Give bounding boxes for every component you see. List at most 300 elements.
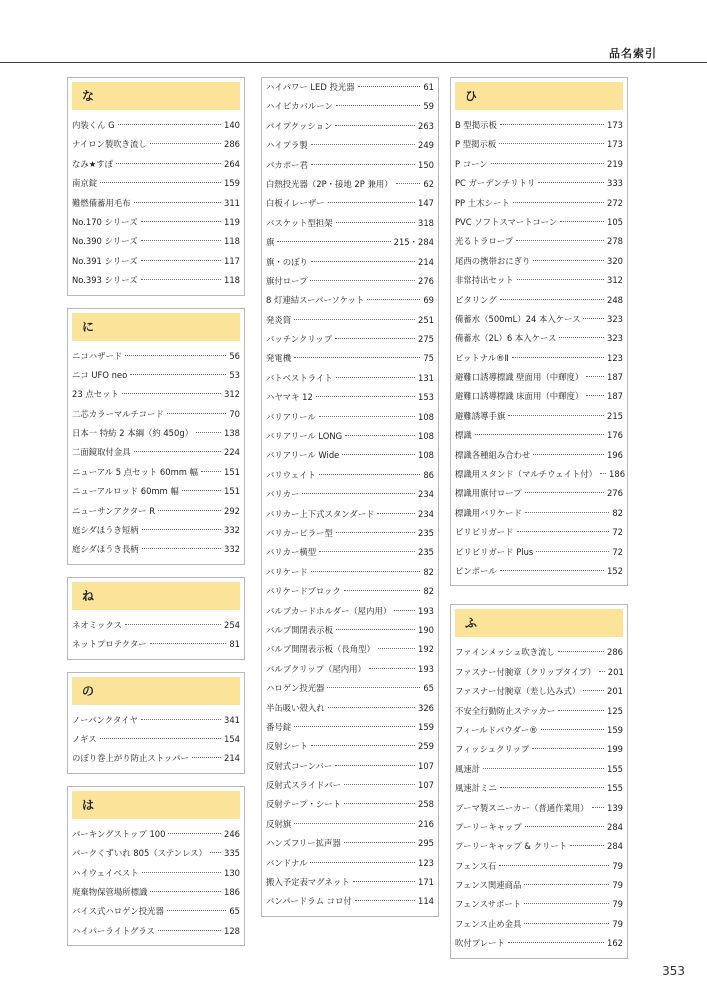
entry-name: ビリビリガード xyxy=(455,527,514,538)
section-heading: な xyxy=(72,82,240,110)
index-entry xyxy=(72,194,240,213)
dot-leader xyxy=(344,590,421,591)
entry-page: 152 xyxy=(607,565,623,576)
index-entry xyxy=(266,194,434,213)
index-entry xyxy=(455,837,623,856)
dot-leader xyxy=(500,299,604,300)
entry-name: バリケード xyxy=(266,566,308,577)
index-section xyxy=(67,672,245,774)
dot-leader xyxy=(116,163,221,164)
entry-name: 反射式コーンバー xyxy=(266,760,333,771)
entry-page: 155 xyxy=(607,783,623,794)
entry-page: 264 xyxy=(224,158,240,169)
dot-leader xyxy=(525,512,609,513)
entry-page: 186 xyxy=(609,469,626,480)
entry-name: ファスナー付腕章（クリップタイプ） xyxy=(455,666,596,677)
entry-name: ピタリング xyxy=(455,294,497,305)
entry-name: 吹付プレート xyxy=(455,938,505,949)
dot-leader xyxy=(525,826,604,827)
entry-page: 82 xyxy=(612,507,623,518)
index-entry xyxy=(72,232,240,251)
index-entry xyxy=(266,175,434,194)
entry-name: パークくずいれ 805（ステンレス） xyxy=(72,848,207,859)
index-entry xyxy=(72,155,240,174)
entry-page: 173 xyxy=(607,139,623,150)
index-entry xyxy=(266,543,434,562)
index-entry xyxy=(266,330,434,349)
entry-name: 旗付ロープ xyxy=(266,275,308,286)
entry-page: 153 xyxy=(418,392,434,403)
dot-leader xyxy=(396,183,421,184)
entry-name: No.393 シリーズ xyxy=(72,275,138,286)
index-entry xyxy=(455,915,623,934)
dot-leader xyxy=(517,279,604,280)
dot-leader xyxy=(277,241,390,242)
dot-leader xyxy=(196,432,221,433)
index-entry xyxy=(455,213,623,232)
entry-page: 199 xyxy=(607,744,623,755)
entry-name: ノーパンクタイヤ xyxy=(72,714,138,725)
dot-leader xyxy=(150,891,221,892)
index-entry xyxy=(455,562,623,581)
entry-name: ブーマ製スニーカー（普通作業用） xyxy=(455,802,589,813)
entry-page: 118 xyxy=(224,275,240,286)
entry-name: バンドナル xyxy=(266,857,308,868)
index-entry xyxy=(455,760,623,779)
entry-page: 332 xyxy=(224,525,240,536)
dot-leader xyxy=(513,202,604,203)
index-section xyxy=(67,308,245,565)
entry-name: フェンス石 xyxy=(455,860,497,871)
index-entry xyxy=(266,854,434,873)
entry-name: のぼり巻上がり防止ストッパー xyxy=(72,753,189,764)
entry-page: 118 xyxy=(224,236,240,247)
entry-name: なみ★すぽ xyxy=(72,158,114,169)
index-entry xyxy=(455,934,623,953)
entry-page: 332 xyxy=(224,544,240,555)
dot-leader xyxy=(508,415,604,416)
dot-leader xyxy=(483,768,604,769)
page-number: 353 xyxy=(662,964,685,978)
index-entry xyxy=(455,407,623,426)
index-entry xyxy=(72,540,240,559)
dot-leader xyxy=(319,416,415,417)
entry-page: 284 xyxy=(607,841,623,852)
dot-leader xyxy=(125,355,226,356)
index-entry xyxy=(266,524,434,543)
entry-name: バリカーピラー型 xyxy=(266,527,333,538)
dot-leader xyxy=(142,548,221,549)
entry-name: パカポー君 xyxy=(266,159,308,170)
entry-page: 286 xyxy=(607,647,623,658)
index-section xyxy=(67,786,245,946)
entry-page: 215・284 xyxy=(393,237,434,248)
dot-leader xyxy=(201,471,221,472)
index-entry xyxy=(455,291,623,310)
entry-name: ニコハザード xyxy=(72,350,123,361)
index-entry xyxy=(455,895,623,914)
dot-leader xyxy=(335,125,415,126)
entry-name: No.391 シリーズ xyxy=(72,255,138,266)
index-entry xyxy=(72,135,240,154)
index-entry xyxy=(455,174,623,193)
dot-leader xyxy=(536,551,609,552)
entry-name: ハイウェイベスト xyxy=(72,867,139,878)
entry-page: 65 xyxy=(423,683,434,694)
entry-name: 番号錠 xyxy=(266,721,292,732)
index-entry xyxy=(455,310,623,329)
index-entry xyxy=(72,482,240,501)
entry-page: 320 xyxy=(607,255,623,266)
entry-name: バスケット型担架 xyxy=(266,217,333,228)
index-entry xyxy=(266,505,434,524)
dot-leader xyxy=(192,757,221,758)
entry-page: 151 xyxy=(224,486,240,497)
dot-leader xyxy=(378,648,415,649)
entry-name: ハンズフリー拡声器 xyxy=(266,838,341,849)
entry-name: 庭シダほうき短柄 xyxy=(72,525,139,536)
dot-leader xyxy=(558,710,604,711)
index-entry xyxy=(72,463,240,482)
dot-leader xyxy=(524,923,609,924)
entry-page: 159 xyxy=(224,178,240,189)
dot-leader xyxy=(583,690,604,691)
entry-name: 標識用旗付ロープ xyxy=(455,488,522,499)
entry-page: 234 xyxy=(418,508,434,519)
entry-name: 不安全行動防止ステッカー xyxy=(455,705,556,716)
index-entry xyxy=(72,116,240,135)
dot-leader xyxy=(182,490,221,491)
entry-name: P コーン xyxy=(455,158,488,169)
index-entry xyxy=(455,155,623,174)
dot-leader xyxy=(508,942,604,943)
entry-page: 79 xyxy=(612,918,623,929)
dot-leader xyxy=(541,729,604,730)
index-entry xyxy=(266,718,434,737)
index-entry xyxy=(455,368,623,387)
dot-leader xyxy=(512,357,604,358)
index-entry xyxy=(266,699,434,718)
dot-leader xyxy=(358,86,421,87)
entry-page: 326 xyxy=(418,702,434,713)
entry-page: 119 xyxy=(224,216,240,227)
entry-page: 75 xyxy=(423,353,434,364)
index-entry xyxy=(455,446,623,465)
entry-page: 105 xyxy=(607,216,623,227)
entry-name: 反射式スライドバー xyxy=(266,780,341,791)
entry-page: 70 xyxy=(229,408,240,419)
index-entry xyxy=(266,117,434,136)
entry-page: 159 xyxy=(607,724,623,735)
entry-name: 白板イレーザー xyxy=(266,198,325,209)
index-entry xyxy=(455,426,623,445)
index-entry xyxy=(455,484,623,503)
entry-name: ハイパワー LED 投光器 xyxy=(266,82,355,92)
dot-leader xyxy=(558,651,604,652)
index-entry xyxy=(72,424,240,443)
dot-leader xyxy=(499,865,609,866)
index-entry xyxy=(72,635,240,654)
entry-page: 286 xyxy=(224,139,240,150)
entry-page: 192 xyxy=(418,644,434,655)
dot-leader xyxy=(583,318,604,319)
index-entry xyxy=(455,465,626,484)
dot-leader xyxy=(491,163,604,164)
index-entry xyxy=(266,349,434,368)
entry-name: バルブカードホルダー（屋内用） xyxy=(266,605,392,616)
index-entry xyxy=(455,799,623,818)
index-entry xyxy=(266,156,434,175)
dot-leader xyxy=(130,374,226,375)
dot-leader xyxy=(141,221,221,222)
entry-page: 234 xyxy=(418,489,434,500)
index-entry xyxy=(455,232,623,251)
dot-leader xyxy=(500,787,604,788)
entry-page: 108 xyxy=(418,450,434,461)
entry-page: 235 xyxy=(418,527,434,538)
index-entry xyxy=(455,643,623,662)
entry-page: 81 xyxy=(229,639,240,650)
entry-name: フィールドパウダー® xyxy=(455,724,538,735)
dot-leader xyxy=(524,903,609,904)
dot-leader xyxy=(344,784,415,785)
dot-leader xyxy=(560,221,604,222)
entry-name: 風速計 xyxy=(455,763,481,774)
index-column-left xyxy=(67,77,245,958)
entry-page: 107 xyxy=(418,780,434,791)
entry-page: 79 xyxy=(612,880,623,891)
dot-leader xyxy=(294,823,415,824)
dot-leader xyxy=(311,144,415,145)
index-entry xyxy=(455,818,623,837)
entry-name: 反射シート xyxy=(266,741,308,752)
index-entry xyxy=(266,621,434,640)
entry-name: バトベストライト xyxy=(266,372,333,383)
entry-name: バリケードブロック xyxy=(266,586,341,597)
dot-leader xyxy=(335,338,415,339)
index-entry xyxy=(266,602,434,621)
entry-page: 312 xyxy=(607,275,623,286)
entry-page: 61 xyxy=(423,82,434,92)
index-entry xyxy=(266,253,434,272)
entry-page: 235 xyxy=(418,547,434,558)
index-entry xyxy=(455,116,623,135)
entry-name: バッチンクリップ xyxy=(266,334,333,345)
dot-leader xyxy=(336,377,415,378)
entry-name: 発炎筒 xyxy=(266,314,292,325)
entry-name: バリカー上下式スタンダード xyxy=(266,508,375,519)
dot-leader xyxy=(336,532,415,533)
entry-page: 138 xyxy=(224,428,240,439)
entry-page: 147 xyxy=(418,198,434,209)
entry-page: 214 xyxy=(224,753,240,764)
dot-leader xyxy=(532,748,604,749)
entry-page: 186 xyxy=(224,886,240,897)
dot-leader xyxy=(592,807,604,808)
entry-name: 日本一 特紡 2 本綱（約 450g） xyxy=(72,428,194,439)
dot-leader xyxy=(134,202,221,203)
dot-leader xyxy=(311,571,421,572)
entry-page: 275 xyxy=(418,334,434,345)
index-entry xyxy=(266,795,434,814)
index-entry xyxy=(266,97,434,116)
entry-page: 259 xyxy=(418,741,434,752)
entry-page: 171 xyxy=(418,877,434,888)
entry-page: 312 xyxy=(224,389,240,400)
dot-leader xyxy=(559,337,604,338)
index-entry xyxy=(266,233,434,252)
dot-leader xyxy=(141,260,221,261)
entry-page: 224 xyxy=(224,447,240,458)
entry-page: 215 xyxy=(607,410,623,421)
dot-leader xyxy=(327,687,420,688)
section-heading: ね xyxy=(72,582,240,610)
entry-page: 258 xyxy=(418,799,434,810)
index-entry xyxy=(455,702,623,721)
entry-page: 79 xyxy=(612,899,623,910)
index-entry xyxy=(266,311,434,330)
entry-page: 341 xyxy=(224,714,240,725)
entry-page: 108 xyxy=(418,411,434,422)
entry-name: バリアリール Wide xyxy=(266,450,340,461)
index-entry xyxy=(266,757,434,776)
dot-leader xyxy=(377,513,415,514)
entry-page: 155 xyxy=(607,763,623,774)
dot-leader xyxy=(355,900,415,901)
dot-leader xyxy=(336,222,415,223)
entry-name: フェンス止め金具 xyxy=(455,918,522,929)
entry-name: ニコ UFO neo xyxy=(72,369,128,380)
index-entry xyxy=(266,834,434,853)
entry-name: ニューサンアクター R xyxy=(72,505,156,516)
entry-name: No.390 シリーズ xyxy=(72,236,138,247)
entry-page: 72 xyxy=(612,527,623,538)
entry-page: 187 xyxy=(607,372,623,383)
dot-leader xyxy=(336,629,415,630)
entry-page: 278 xyxy=(607,236,623,247)
entry-name: ファインメッシュ吹き流し xyxy=(455,647,555,658)
index-section xyxy=(261,77,439,917)
entry-page: 219 xyxy=(607,158,623,169)
index-entry xyxy=(266,291,434,310)
index-entry xyxy=(72,405,240,424)
dot-leader xyxy=(599,671,605,672)
dot-leader xyxy=(500,570,604,571)
index-entry xyxy=(266,388,434,407)
entry-name: フィッシュクリップ xyxy=(455,744,530,755)
entry-name: ノギス xyxy=(72,733,97,744)
entry-page: 246 xyxy=(224,828,240,839)
index-entry xyxy=(72,347,240,366)
index-entry xyxy=(266,446,434,465)
dot-leader xyxy=(570,845,604,846)
entry-name: 23 点セット xyxy=(72,389,119,400)
entry-name: 旗・のぼり xyxy=(266,256,308,267)
dot-leader xyxy=(118,124,221,125)
index-entry xyxy=(455,135,623,154)
dot-leader xyxy=(150,643,227,644)
entry-page: 56 xyxy=(229,350,240,361)
entry-name: 非常持出セット xyxy=(455,275,514,286)
index-column-right xyxy=(450,77,628,971)
dot-leader xyxy=(538,182,604,183)
entry-name: 光るトラロープ xyxy=(455,236,514,247)
entry-name: 標識各種組み合わせ xyxy=(455,449,531,460)
entry-page: 59 xyxy=(423,101,434,112)
index-entry xyxy=(266,640,434,659)
entry-name: パーキングストップ 100 xyxy=(72,828,166,839)
index-entry xyxy=(72,366,240,385)
entry-name: バンパードラム コロ付 xyxy=(266,896,352,907)
entry-name: ネットプロテクター xyxy=(72,639,147,650)
dot-leader xyxy=(141,719,221,720)
entry-name: No.170 シリーズ xyxy=(72,216,138,227)
index-column-middle xyxy=(261,77,439,917)
index-entry xyxy=(266,369,434,388)
dot-leader xyxy=(516,240,604,241)
entry-name: B 型掲示板 xyxy=(455,120,497,130)
index-entry xyxy=(72,844,240,863)
dot-leader xyxy=(533,454,604,455)
entry-page: 201 xyxy=(607,686,623,697)
dot-leader xyxy=(310,280,415,281)
entry-page: 173 xyxy=(607,120,623,130)
dot-leader xyxy=(168,833,221,834)
index-entry xyxy=(455,194,623,213)
entry-name: ピンポール xyxy=(455,565,497,576)
entry-page: 295 xyxy=(418,838,434,849)
entry-page: 82 xyxy=(423,566,434,577)
entry-name: 避難口誘導標識 床面用（中輝度） xyxy=(455,391,584,402)
entry-name: 尾西の携帯おにぎり xyxy=(455,255,531,266)
index-entry xyxy=(266,776,434,795)
entry-name: バルブクリップ（屋内用） xyxy=(266,663,366,674)
dot-leader xyxy=(158,510,221,511)
entry-page: 190 xyxy=(418,624,434,635)
entry-name: 発電機 xyxy=(266,353,292,364)
dot-leader xyxy=(394,610,415,611)
index-entry xyxy=(266,136,434,155)
index-entry xyxy=(455,252,623,271)
dot-leader xyxy=(294,726,415,727)
entry-page: 254 xyxy=(224,619,240,630)
entry-name: 8 灯連結スーパーソケット xyxy=(266,295,365,306)
dot-leader xyxy=(586,395,604,396)
section-heading: に xyxy=(72,313,240,341)
entry-page: 323 xyxy=(607,313,623,324)
index-entry xyxy=(72,749,240,768)
header-rule xyxy=(0,62,707,63)
dot-leader xyxy=(328,202,415,203)
entry-page: 248 xyxy=(607,294,623,305)
entry-name: ハイプラ製 xyxy=(266,140,308,151)
index-entry xyxy=(72,711,240,730)
index-entry xyxy=(266,815,434,834)
entry-page: 65 xyxy=(229,906,240,917)
entry-page: 128 xyxy=(224,925,240,936)
entry-page: 62 xyxy=(423,178,434,189)
dot-leader xyxy=(311,261,415,262)
index-entry xyxy=(72,730,240,749)
entry-name: プーリーキャップ & クリート xyxy=(455,841,568,852)
entry-name: PP 土木シート xyxy=(455,197,510,208)
dot-leader xyxy=(319,474,420,475)
section-heading: ひ xyxy=(455,82,623,110)
entry-name: ネオミックス xyxy=(72,619,122,630)
index-section xyxy=(67,77,245,296)
entry-name: バイス式ハロゲン投光器 xyxy=(72,906,164,917)
entry-name: 標識 xyxy=(455,430,472,441)
